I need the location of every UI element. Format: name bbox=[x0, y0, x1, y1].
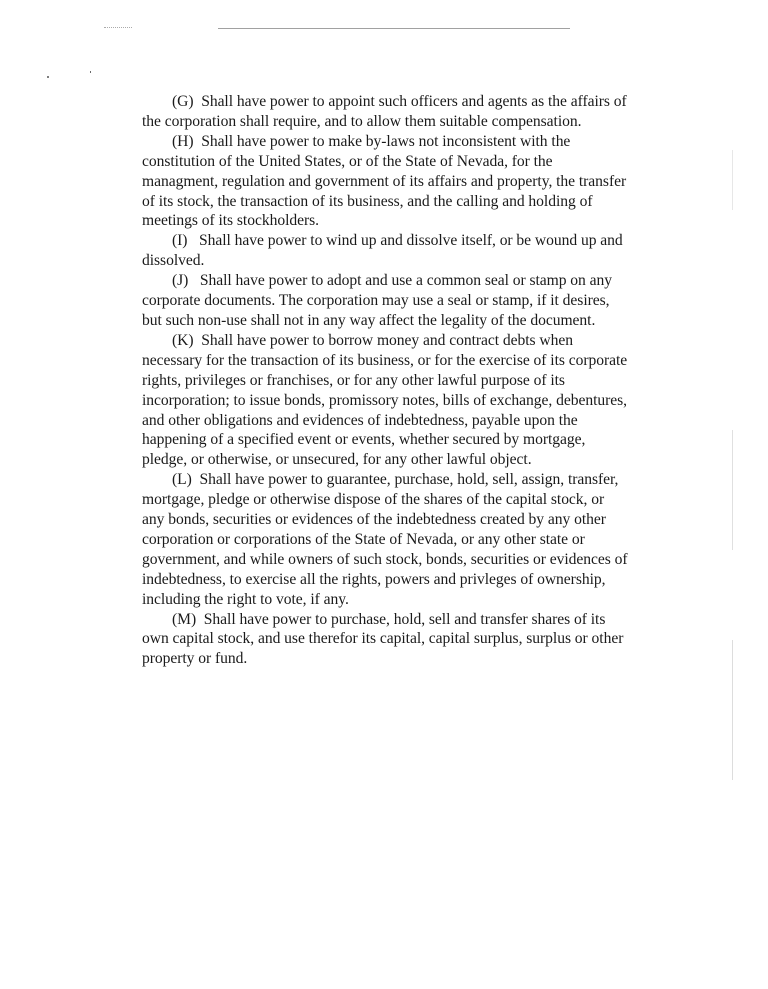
document-body bbox=[142, 92, 628, 669]
paragraph-i: (I) Shall have power to wind up and dissolve itself, or be wound up and dissolved. bbox=[142, 232, 623, 270]
paragraph-g: (G) Shall have power to appoint such officers and agents as the affairs of the corporation shall require, and to allow them suitable compensation. bbox=[142, 93, 627, 130]
scan-edge-mark bbox=[732, 640, 733, 780]
scan-speck bbox=[47, 76, 49, 78]
paragraph-j: (J) Shall have power to adopt and use a common seal or stamp on any corporate documents. The corporation may use a seal or stamp, if it desires, but such non-use shall not in any way affect the legality of the document. bbox=[142, 272, 612, 329]
scan-edge-mark bbox=[732, 150, 733, 210]
scan-artifact bbox=[104, 27, 132, 29]
paragraph-h: (H) Shall have power to make by-laws not inconsistent with the constitution of the United States, or of the State of Nevada, for the managment, regulation and government of its affairs and property, the transfer of its stock, the transaction of its business, and the calling and holding of meetings of its stockholders. bbox=[142, 132, 627, 230]
paragraph-m: (M) Shall have power to purchase, hold, sell and transfer shares of its own capital stock, and use therefor its capital, capital surplus, surplus or other property or fund. bbox=[142, 610, 624, 668]
scan-edge-line bbox=[218, 28, 570, 29]
paragraph-l: (L) Shall have power to guarantee, purchase, hold, sell, assign, transfer, mortgage, pledge or otherwise dispose of the shares of the capital stock, or any bonds, securities or evidences of the indebtedness created by any other corporation or corporations of the State of Nevada, or any other state or government, and while owners of such stock, bonds, securities or evidences of indebtedness, to exercise all the rights, powers and privleges of ownership, including the right to vote, if any. bbox=[142, 471, 628, 608]
paragraph-k: (K) Shall have power to borrow money and contract debts when necessary for the transaction of its business, or for the exercise of its corporate rights, privileges or franchises, or for any other lawful purpose of its incorporation; to issue bonds, promissory notes, bills of exchange, debentures, and other obligations and evidences of indebtedness, payable upon the happening of a specified event or events, whether secured by mortgage, pledge, or otherwise, or unsecured, for any other lawful object. bbox=[142, 331, 628, 469]
scan-speck bbox=[90, 71, 91, 73]
scan-edge-mark bbox=[732, 430, 733, 550]
